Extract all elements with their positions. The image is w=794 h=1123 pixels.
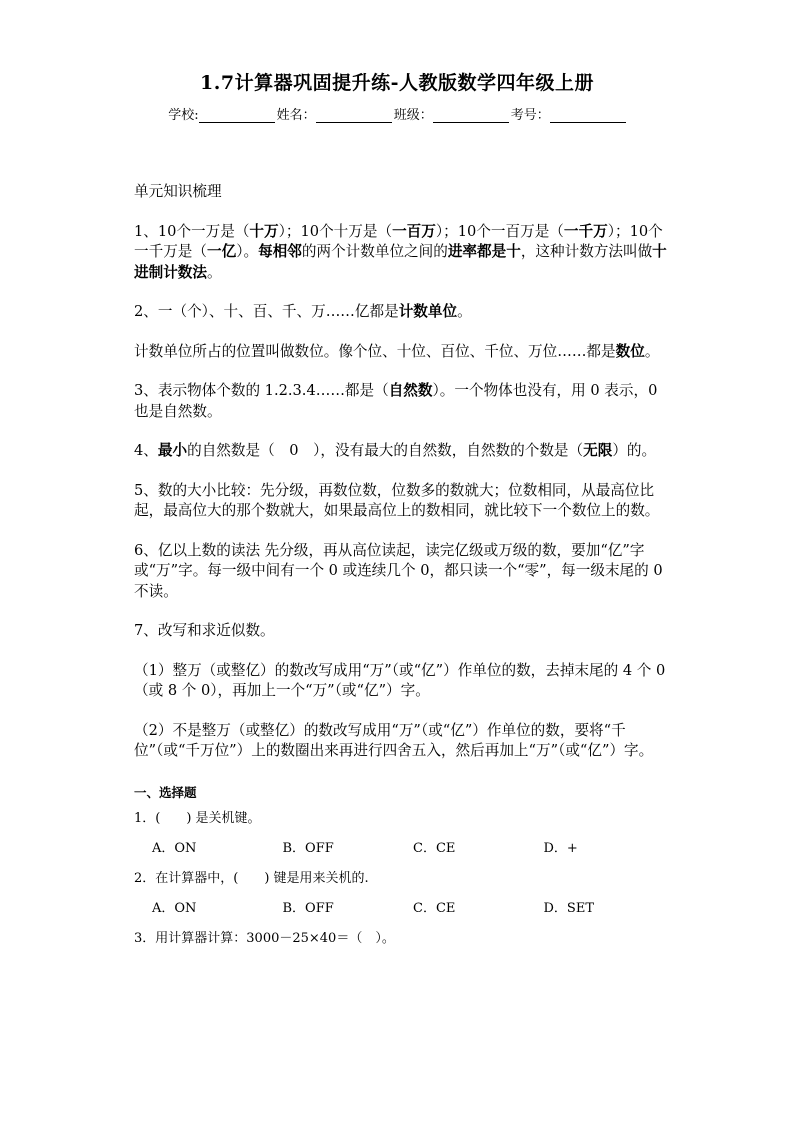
option-b[interactable]: B．OFF [282, 900, 334, 916]
option-d[interactable]: D．+ [543, 840, 578, 856]
bold-term: 一千万 [563, 222, 608, 240]
question-3-stem: 3．用计算器计算：3000－25×40＝（ ）。 [134, 930, 395, 946]
review-heading: 单元知识梳理 [134, 183, 222, 200]
text-span: 。 [644, 342, 660, 360]
text-span: 。 [206, 263, 222, 281]
bold-term: 十万 [249, 222, 279, 240]
option-d[interactable]: D．SET [543, 900, 594, 916]
bold-term: 无限 [583, 442, 613, 459]
text-span: ）。一个物体也没有，用 0 表示，0 也是自然数。 [134, 382, 658, 420]
question-1-stem: 1．( ) 是关机键。 [134, 810, 261, 826]
bold-term: 每相邻 [258, 243, 302, 260]
option-a[interactable]: A．ON [152, 900, 197, 916]
bold-term: 进率都是十 [447, 243, 521, 260]
text-span: 的自然数是（ 0 ），没有最大的自然数，自然数的个数是（ [187, 442, 584, 459]
text-span: ）；10个一百万是（ [435, 222, 564, 240]
text-span: 3、表示物体个数的 1.2.3.4……都是（ [134, 382, 389, 399]
text-span: ）。 [236, 243, 259, 260]
school-label: 学校: [168, 108, 199, 123]
review-point-4 [134, 441, 674, 462]
review-point-3 [134, 381, 674, 422]
question-1-options [134, 840, 674, 858]
option-c[interactable]: C．CE [413, 840, 456, 856]
question-2-options [134, 900, 674, 918]
school-blank[interactable] [199, 108, 275, 123]
bold-term: 一百万 [392, 222, 436, 240]
text-span: ，这种计数方法叫做 [520, 243, 653, 260]
bold-term: 十进制计数法 [134, 243, 667, 281]
class-label: 班级： [393, 108, 433, 123]
name-label: 姓名： [276, 108, 316, 123]
review-point-7: 7、改写和求近似数。 [134, 622, 275, 639]
option-b[interactable]: B．OFF [282, 840, 334, 856]
question-2-stem: 2．在计算器中，( ) 键是用来关机的. [134, 870, 369, 886]
name-blank[interactable] [316, 108, 392, 123]
text-span: 1、10个一万是（ [134, 222, 250, 240]
review-point-7-1: （1）整万（或整亿）的数改写成用“万”（或“亿”）作单位的数，去掉末尾的 4 个 0（或 8 个 0），再加上一个“万”（或“亿”）字。 [134, 661, 666, 699]
section-heading-choice: 一、选择题 [134, 784, 197, 800]
review-point-digit-place [134, 342, 674, 363]
text-span: 计数单位所占的位置叫做数位。像个位、十位、百位、千位、万位……都是 [134, 342, 616, 360]
review-point-7-2: （2）不是整万（或整亿）的数改写成用“万”（或“亿”）作单位的数，要将“千位”（或“千万位”）上的数圈出来再进行四舍五入，然后再加上“万”（或“亿”）字。 [134, 721, 654, 759]
bold-term: 自然数 [388, 382, 433, 399]
option-a[interactable]: A．ON [152, 840, 197, 856]
text-span: 2、一（个）、十、百、千、万……亿都是 [134, 303, 399, 320]
bold-term: 计数单位 [398, 303, 458, 320]
page-title: 1.7计算器巩固提升练-人教版数学四年级上册 [200, 72, 594, 94]
text-span: ）的。 [612, 442, 657, 459]
bold-term: 数位 [615, 342, 645, 360]
text-span: 。 [457, 303, 472, 320]
text-span: ）；10个十万是（ [278, 222, 393, 240]
review-point-1 [134, 222, 674, 284]
class-blank[interactable] [433, 108, 509, 123]
student-info-line [0, 104, 794, 123]
review-point-6: 6、亿以上数的读法 先分级，再从高位读起，读完亿级或万级的数，要加“亿”字或“万”字。每一级中间有一个 0 或连续几个 0，都只读一个“零”，每一级末尾的 0 不读。 [134, 541, 663, 600]
text-span: 4、 [134, 442, 158, 459]
review-point-5: 5、数的大小比较：先分级，再数位数，位数多的数就大；位数相同，从最高位比起，最高位大的那个数就大，如果最高位上的数相同，就比较下一个数位上的数。 [134, 481, 660, 519]
worksheet-content [134, 182, 674, 948]
exam-number-label: 考号： [510, 108, 550, 123]
review-point-2 [134, 302, 674, 323]
text-span: ）；10个一千万是（ [134, 222, 663, 260]
bold-term: 最小 [157, 442, 188, 459]
bold-term: 一亿 [206, 243, 237, 260]
exam-number-blank[interactable] [550, 108, 626, 123]
option-c[interactable]: C．CE [413, 900, 456, 916]
text-span: 的两个计数单位之间的 [301, 243, 448, 260]
